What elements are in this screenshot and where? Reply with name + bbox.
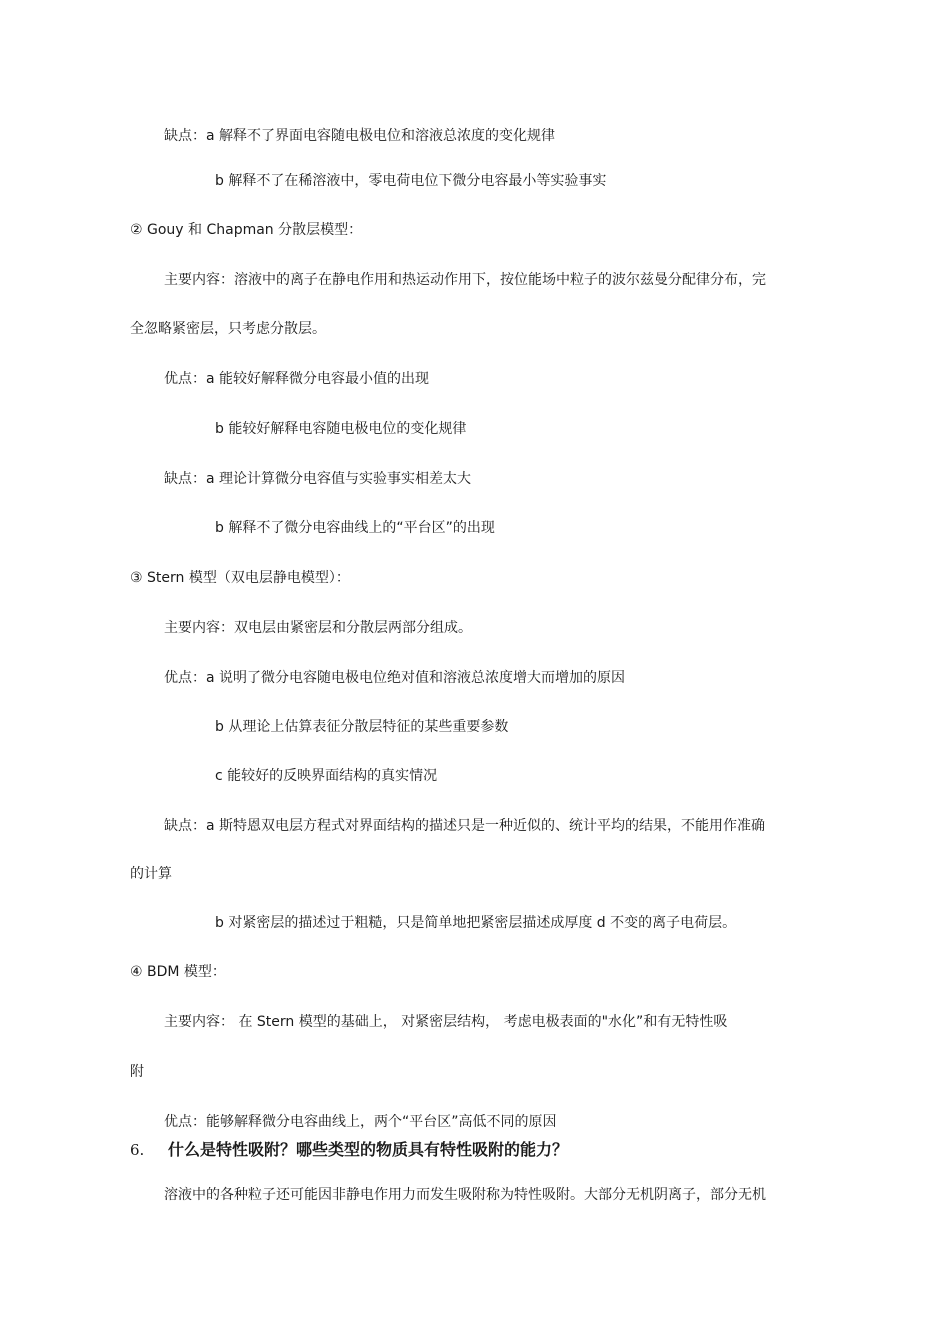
text-line: 优点：能够解释微分电容曲线上，两个“平台区”高低不同的原因 xyxy=(164,1114,557,1130)
text-line: 附 xyxy=(130,1064,144,1080)
text-line: 缺点：a 理论计算微分电容值与实验事实相差太大 xyxy=(164,471,472,487)
text-line: 全忽略紧密层，只考虑分散层。 xyxy=(130,321,326,337)
text-line: 的计算 xyxy=(130,866,172,882)
text-line: b 解释不了微分电容曲线上的“平台区”的出现 xyxy=(215,520,495,536)
question-number: 6. xyxy=(130,1141,145,1159)
text-line: 缺点：a 斯特恩双电层方程式对界面结构的描述只是一种近似的、统计平均的结果，不能用作准确 xyxy=(164,818,766,834)
section-heading: ④ BDM 模型： xyxy=(130,964,226,980)
text-line: 溶液中的各种粒子还可能因非静电作用力而发生吸附称为特性吸附。大部分无机阴离子，部分无机 xyxy=(164,1187,766,1203)
question-text: 什么是特性吸附？哪些类型的物质具有特性吸附的能力？ xyxy=(168,1140,569,1159)
text-line: b 解释不了在稀溶液中，零电荷电位下微分电容最小等实验事实 xyxy=(215,173,607,189)
text-line: 缺点：a 解释不了界面电容随电极电位和溶液总浓度的变化规律 xyxy=(164,128,556,144)
section-heading: ② Gouy 和 Chapman 分散层模型： xyxy=(130,222,363,238)
question-heading xyxy=(130,1140,568,1160)
text-line: b 对紧密层的描述过于粗糙，只是简单地把紧密层描述成厚度 d 不变的离子电荷层。 xyxy=(215,915,737,931)
text-line: b 从理论上估算表征分散层特征的某些重要参数 xyxy=(215,719,509,735)
text-line: 主要内容：溶液中的离子在静电作用和热运动作用下，按位能场中粒子的波尔兹曼分配律分布，完 xyxy=(164,272,766,288)
text-line: 主要内容：双电层由紧密层和分散层两部分组成。 xyxy=(164,620,472,636)
text-line: 主要内容： 在 Stern 模型的基础上， 对紧密层结构， 考虑电极表面的"水化”和有无特性吸 xyxy=(164,1014,728,1030)
text-line: b 能较好解释电容随电极电位的变化规律 xyxy=(215,421,467,437)
section-heading: ③ Stern 模型（双电层静电模型）： xyxy=(130,570,350,586)
text-line: 优点：a 说明了微分电容随电极电位绝对值和溶液总浓度增大而增加的原因 xyxy=(164,670,626,686)
text-line: 优点：a 能较好解释微分电容最小值的出现 xyxy=(164,371,430,387)
text-line: c 能较好的反映界面结构的真实情况 xyxy=(215,768,438,784)
